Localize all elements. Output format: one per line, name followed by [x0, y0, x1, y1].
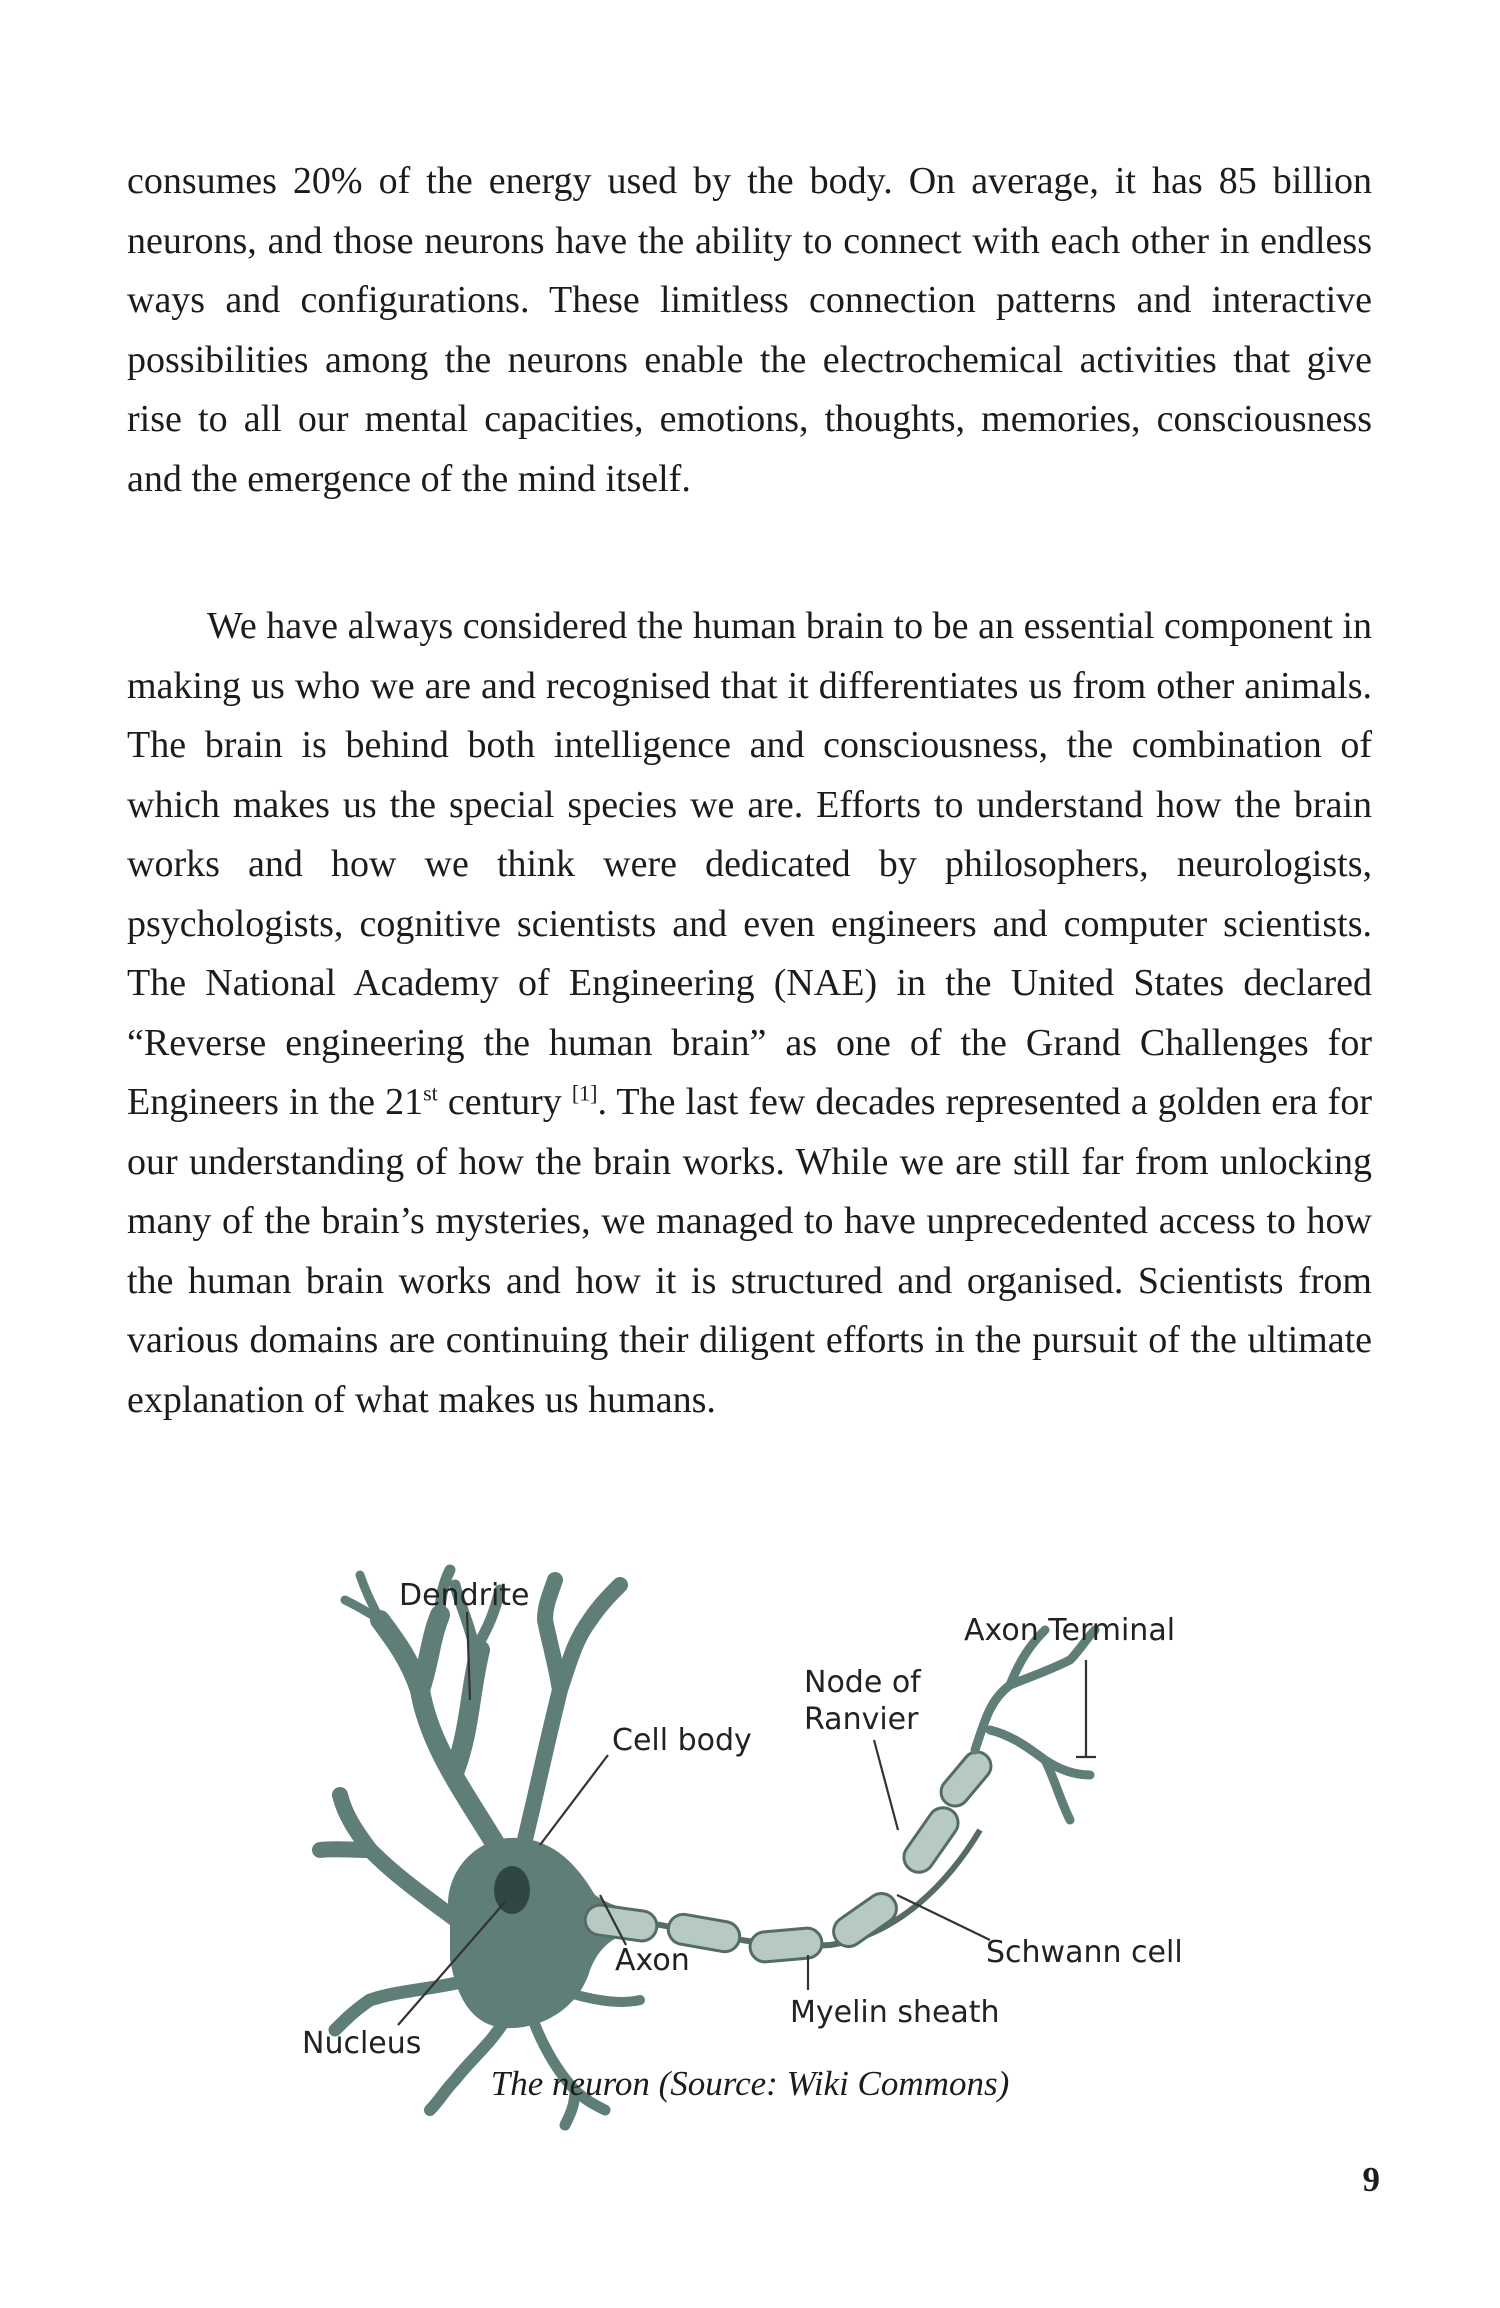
- myelin-segments: [583, 1746, 996, 1963]
- axon-terminal-branches: [975, 1630, 1095, 1820]
- sheath-3: [749, 1927, 823, 1963]
- label-node-of-ranvier-1: Node of: [804, 1665, 921, 1700]
- paragraph-2-text-a: We have always considered the human brain to be an essential component in making us who we are and recognised that it differentiates us from other animals. The brain is behind both intelligence and consciousness, the combination of which makes us the special species we are. Efforts to understand how the brain works and how we think were dedicated by philosophers, neurologists, psychologists, cognitive scientists and even engineers and computer scientists. The National Academy of Engineering (NAE) in the United States declared “Reverse engineering the human brain” as one of the Grand Challenges for Engineers in the 21: [127, 605, 1372, 1123]
- label-cell-body: Cell body: [612, 1723, 752, 1758]
- label-nucleus: Nucleus: [302, 2026, 422, 2061]
- label-axon-terminal: Axon Terminal: [964, 1613, 1176, 1648]
- label-dendrite: Dendrite: [399, 1578, 530, 1613]
- neuron-drawing: [320, 1570, 1095, 2125]
- citation-ref: [1]: [571, 1080, 598, 1106]
- label-node-of-ranvier-2: Ranvier: [804, 1702, 919, 1737]
- figure-caption: The neuron (Source: Wiki Commons): [490, 2064, 1010, 2103]
- label-myelin-sheath: Myelin sheath: [790, 1995, 1000, 2030]
- superscript-st: st: [423, 1080, 438, 1106]
- paragraph-1: consumes 20% of the energy used by the body. On average, it has 85 billion neurons, and those neurons have the ability to connect with each other in endless ways and configurations. These limitless connection patterns and interactive possibilities among the neurons enable the electrochemical activities that give rise to all our mental capacities, emotions, thoughts, memories, consciousness and the emergence of the mind itself.: [127, 160, 1372, 500]
- sheath-6: [935, 1746, 996, 1811]
- paragraph-2-text-c: . The last few decades represented a golden era for our understanding of how the brain works. While we are still far from unlocking many of the brain’s mysteries, we managed to have unprecedented access to how the human brain works and how it is structured and organised. Scientists from various domains are continuing their diligent efforts in the pursuit of the ultimate explanation of what makes us humans.: [127, 1081, 1372, 1421]
- page-number: 9: [1362, 2160, 1380, 2199]
- sheath-4: [828, 1888, 903, 1953]
- label-schwann-cell: Schwann cell: [986, 1935, 1183, 1970]
- label-axon: Axon: [615, 1943, 690, 1978]
- paragraph-2-text-b: century: [437, 1081, 572, 1123]
